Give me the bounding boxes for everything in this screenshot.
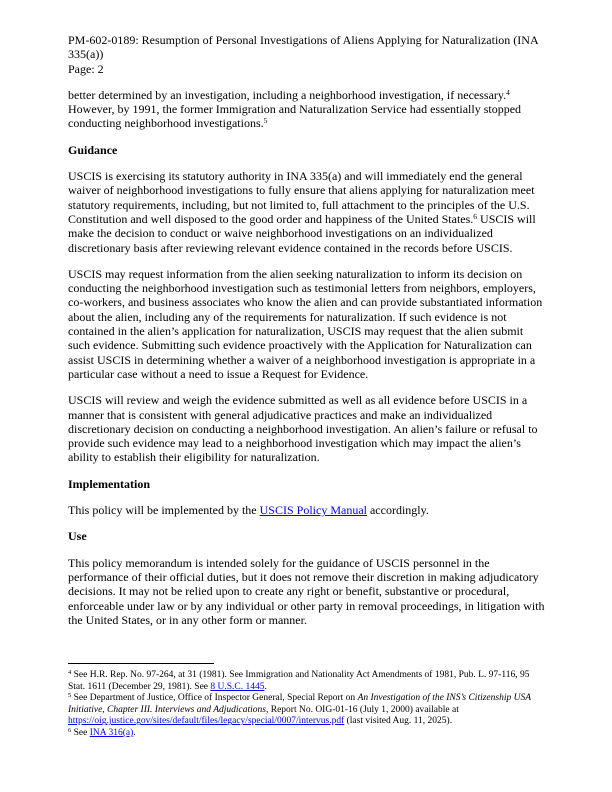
- heading-implementation: Implementation: [68, 476, 150, 491]
- intro-text-2: However, by 1991, the former Immigration and Naturalization Service had essentially stopped conducting neighborhood investigations.: [68, 102, 522, 131]
- paragraph-use: This policy memorandum is intended solely for the guidance of USCIS personnel in the performance of their official duties, but it does not remove their discretion in making adjudicatory decisions. It may not be relied upon to create any right or benefit, substantive or procedural, enforceable under law or by any individual or other party in removal proceedings, in litigation with the United States, or in any other form or manner.: [68, 555, 545, 627]
- footnote-5-marker: 5: [68, 692, 72, 700]
- page-number-label: Page: 2: [68, 61, 104, 76]
- footnote-4-text-1: See H.R. Rep. No. 97-264, at 31 (1981). See Immigration and Nationality Act Amendments of 1981, Pub. L. 97-116, 95 Stat. 1611 (December 29, 1981). See: [68, 670, 530, 692]
- document-header: [68, 33, 545, 76]
- footnote-separator: [68, 663, 214, 664]
- footnote-6-text-1: See: [71, 727, 90, 738]
- footnote-4-text-2: .: [264, 681, 267, 692]
- footnote-ref-5: 5: [263, 116, 268, 126]
- footnote-6-marker: 6: [68, 726, 72, 734]
- paragraph-guidance-3: USCIS will review and weigh the evidence submitted as well as all evidence before USCIS in a manner that is consistent with general adjudicative practices and make an individualized discretionary decision on conducting a neighborhood investigation. An alien’s failure or refusal to provide such evidence may lead to a neighborhood investigation which may impact the alien’s ability to establish their eligibility for naturalization.: [68, 393, 538, 465]
- paragraph-implementation: [68, 503, 545, 517]
- footnote-6: [68, 728, 545, 740]
- ina-316a-link[interactable]: INA 316(a): [89, 727, 134, 738]
- paragraph-guidance-2: USCIS may request information from the alien seeking naturalization to inform its decision on conducting the neighborhood investigation such as testimonial letters from neighbors, employers, co-workers, and business associates who know the alien and can provide substantiated information about the alien, including any of the requirements for naturalization. If such evidence is not contained in the alien’s application for naturalization, USCIS may request that the alien submit such evidence. Submitting such evidence proactively with the Application for Naturalization can assist USCIS in determining whether a waiver of a neighborhood investigation is appropriate in a particular case without a need to issue a Request for Evidence.: [68, 266, 543, 381]
- intro-text-1: better determined by an investigation, including a neighborhood investigation, if necessary.: [68, 87, 507, 102]
- heading-use: Use: [68, 529, 87, 544]
- footnote-ref-4: 4: [506, 87, 510, 97]
- footnote-5: [68, 693, 545, 728]
- heading-guidance: Guidance: [68, 142, 118, 157]
- footnote-5-text-1: See Department of Justice, Office of Inspector General, Special Report on: [71, 693, 358, 704]
- document-title: PM-602-0189: Resumption of Personal Investigations of Aliens Applying for Naturalization (INA 335(a)): [68, 33, 538, 62]
- usc-1445-link[interactable]: 8 U.S.C. 1445: [210, 681, 265, 692]
- footnote-4-marker: 4: [68, 669, 72, 676]
- footnote-5-report-title: An Investigation of the INS’s Citizenship USA Initiative, Chapter III. Interviews and Adjudications: [68, 693, 531, 715]
- uscis-policy-manual-link[interactable]: USCIS Policy Manual: [259, 503, 367, 518]
- footnotes-section: [68, 663, 545, 740]
- footnote-4: [68, 670, 545, 693]
- paragraph-guidance-1: [68, 169, 545, 255]
- oig-report-url-link[interactable]: https://oig.justice.gov/sites/default/files/legacy/special/0007/intervus.pdf: [68, 716, 345, 727]
- implementation-text-1: This policy will be implemented by the: [68, 503, 260, 518]
- footnote-6-text-2: .: [133, 727, 136, 738]
- footnote-5-text-2: , Report No. OIG-01-16 (July 1, 2000) available at: [265, 704, 459, 715]
- implementation-text-2: accordingly.: [366, 503, 429, 518]
- footnote-ref-6: 6: [473, 211, 478, 221]
- paragraph-intro: [68, 88, 545, 131]
- footnote-5-text-3: (last visited Aug. 11, 2025).: [344, 716, 453, 727]
- guidance-p1-text-2: USCIS will make the decision to conduct or waive neighborhood investigations on an individualized discretionary basis after reviewing relevant evidence contained in the records before USCIS.: [68, 211, 536, 255]
- guidance-p1-text-1: USCIS is exercising its statutory authority in INA 335(a) and will immediately end the general waiver of neighborhood investigations to fully ensure that aliens applying for naturalization meet statutory requirements, including, but not limited to, full attachment to the principles of the U.S. Constitution and well disposed to the good order and happiness of the United States.: [68, 169, 535, 226]
